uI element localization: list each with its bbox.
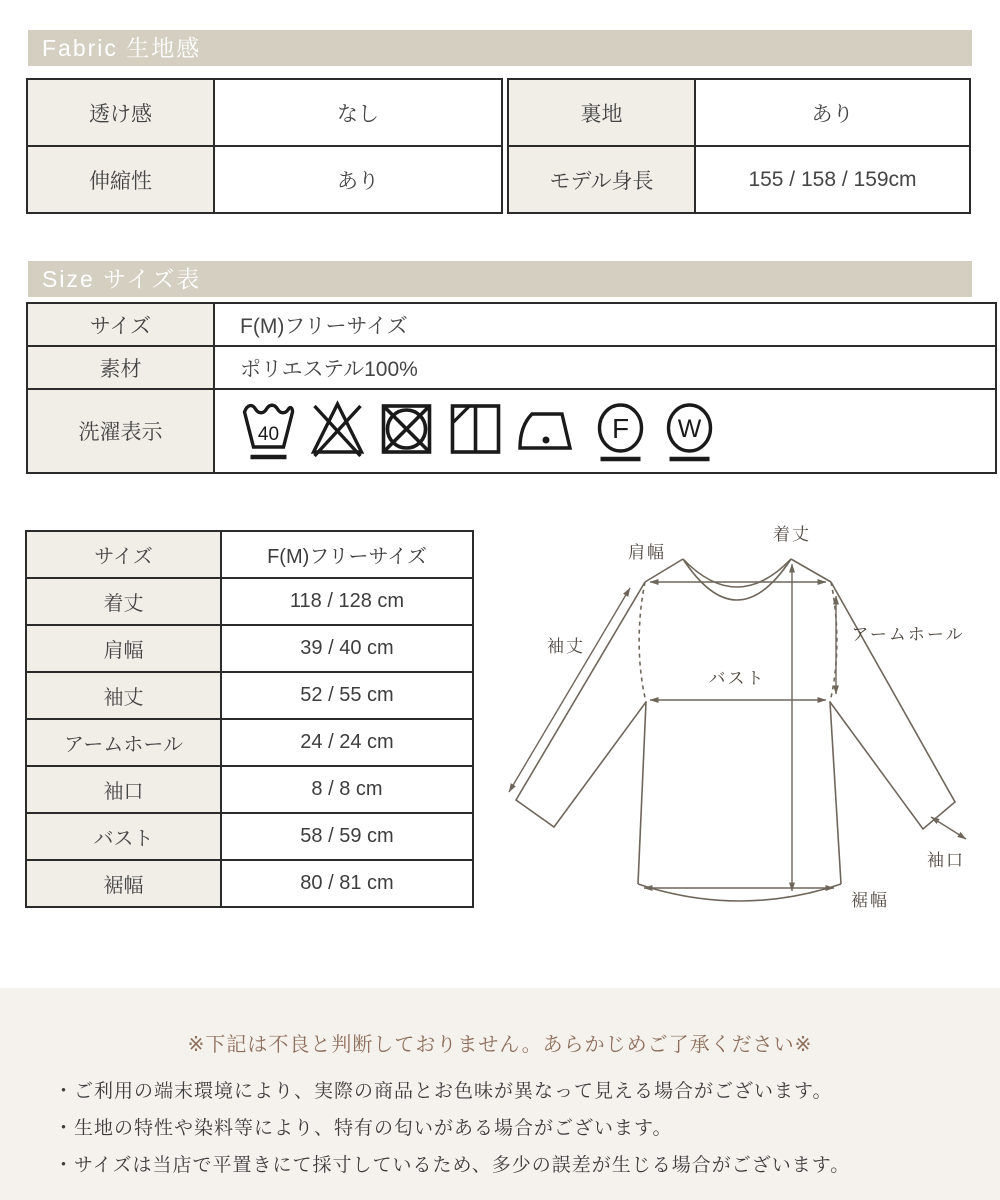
value-cell: なし: [214, 79, 502, 146]
diagram-label-armhole: アームホール: [851, 625, 965, 644]
label-cell: バスト: [26, 813, 221, 860]
value-cell: 52 / 55 cm: [221, 672, 473, 719]
wash-40-gentle-icon: [240, 397, 297, 465]
label-cell: アームホール: [26, 719, 221, 766]
disclaimer-section: [0, 988, 1000, 1200]
table-row: [26, 578, 473, 625]
label-cell: 伸縮性: [27, 146, 214, 213]
value-cell: 24 / 24 cm: [221, 719, 473, 766]
label-cell: 透け感: [27, 79, 214, 146]
value-cell: あり: [214, 146, 502, 213]
size-info-table: [26, 302, 997, 474]
fabric-table-left: [26, 78, 503, 214]
value-cell: 118 / 128 cm: [221, 578, 473, 625]
table-row: [508, 146, 970, 213]
table-row: [26, 625, 473, 672]
measurements-table: [25, 530, 474, 908]
diagram-label-cuff: 袖口: [927, 851, 965, 870]
do-not-tumble-dry-icon: [378, 397, 435, 465]
label-cell: 裾幅: [26, 860, 221, 907]
table-row: [27, 346, 996, 389]
diagram-label-length: 着丈: [773, 525, 811, 544]
table-row: [27, 79, 502, 146]
table-row: [26, 766, 473, 813]
label-cell: 洗濯表示: [27, 389, 214, 473]
label-cell: サイズ: [27, 303, 214, 346]
table-row: [27, 389, 996, 473]
disclaimer-title: ※下記は不良と判断しておりません。あらかじめご了承ください※: [187, 1034, 813, 1056]
disclaimer-item: ・サイズは当店で平置きにて採寸しているため、多少の誤差が生じる場合がございます。: [54, 1155, 851, 1176]
size-section-header: Size サイズ表: [28, 261, 972, 297]
table-row: [26, 531, 473, 578]
value-cell: 155 / 158 / 159cm: [695, 146, 970, 213]
svg-text:40: 40: [257, 424, 280, 445]
label-cell: 着丈: [26, 578, 221, 625]
table-row: [27, 303, 996, 346]
table-row: [26, 719, 473, 766]
disclaimer-item: ・ご利用の端末環境により、実際の商品とお色味が異なって見える場合がございます。: [54, 1081, 833, 1102]
care-icons-row: [240, 397, 995, 465]
do-not-bleach-icon: [309, 397, 366, 465]
care-symbols-cell: [214, 389, 996, 473]
diagram-label-hem: 裾幅: [851, 891, 889, 910]
label-cell: 袖丈: [26, 672, 221, 719]
label-cell: 素材: [27, 346, 214, 389]
label-cell: 裏地: [508, 79, 695, 146]
wet-clean-gentle-icon: [661, 397, 718, 465]
value-cell: ポリエステル100%: [214, 346, 996, 389]
table-row: [26, 672, 473, 719]
label-cell: 肩幅: [26, 625, 221, 672]
label-cell: サイズ: [26, 531, 221, 578]
hang-dry-in-shade-icon: [447, 397, 504, 465]
table-row: [508, 79, 970, 146]
diagram-label-shoulder: 肩幅: [628, 543, 666, 562]
value-cell: F(M)フリーサイズ: [214, 303, 996, 346]
diagram-label-sleeve: 袖丈: [547, 637, 585, 656]
diagram-label-bust: バスト: [708, 669, 766, 688]
value-cell: あり: [695, 79, 970, 146]
disclaimer-list: [0, 1073, 1000, 1184]
label-cell: 袖口: [26, 766, 221, 813]
value-cell: F(M)フリーサイズ: [221, 531, 473, 578]
svg-text:F: F: [611, 413, 630, 444]
dry-clean-f-gentle-icon: [592, 397, 649, 465]
svg-text:W: W: [677, 415, 702, 443]
table-row: [26, 813, 473, 860]
value-cell: 39 / 40 cm: [221, 625, 473, 672]
table-row: [27, 146, 502, 213]
label-cell: モデル身長: [508, 146, 695, 213]
value-cell: 80 / 81 cm: [221, 860, 473, 907]
table-row: [26, 860, 473, 907]
iron-low-heat-icon: [516, 397, 580, 465]
value-cell: 58 / 59 cm: [221, 813, 473, 860]
value-cell: 8 / 8 cm: [221, 766, 473, 813]
garment-measurement-diagram: [478, 512, 998, 960]
fabric-table-right: [507, 78, 971, 214]
fabric-section-header: Fabric 生地感: [28, 30, 972, 66]
disclaimer-item: ・生地の特性や染料等により、特有の匂いがある場合がございます。: [54, 1118, 673, 1139]
